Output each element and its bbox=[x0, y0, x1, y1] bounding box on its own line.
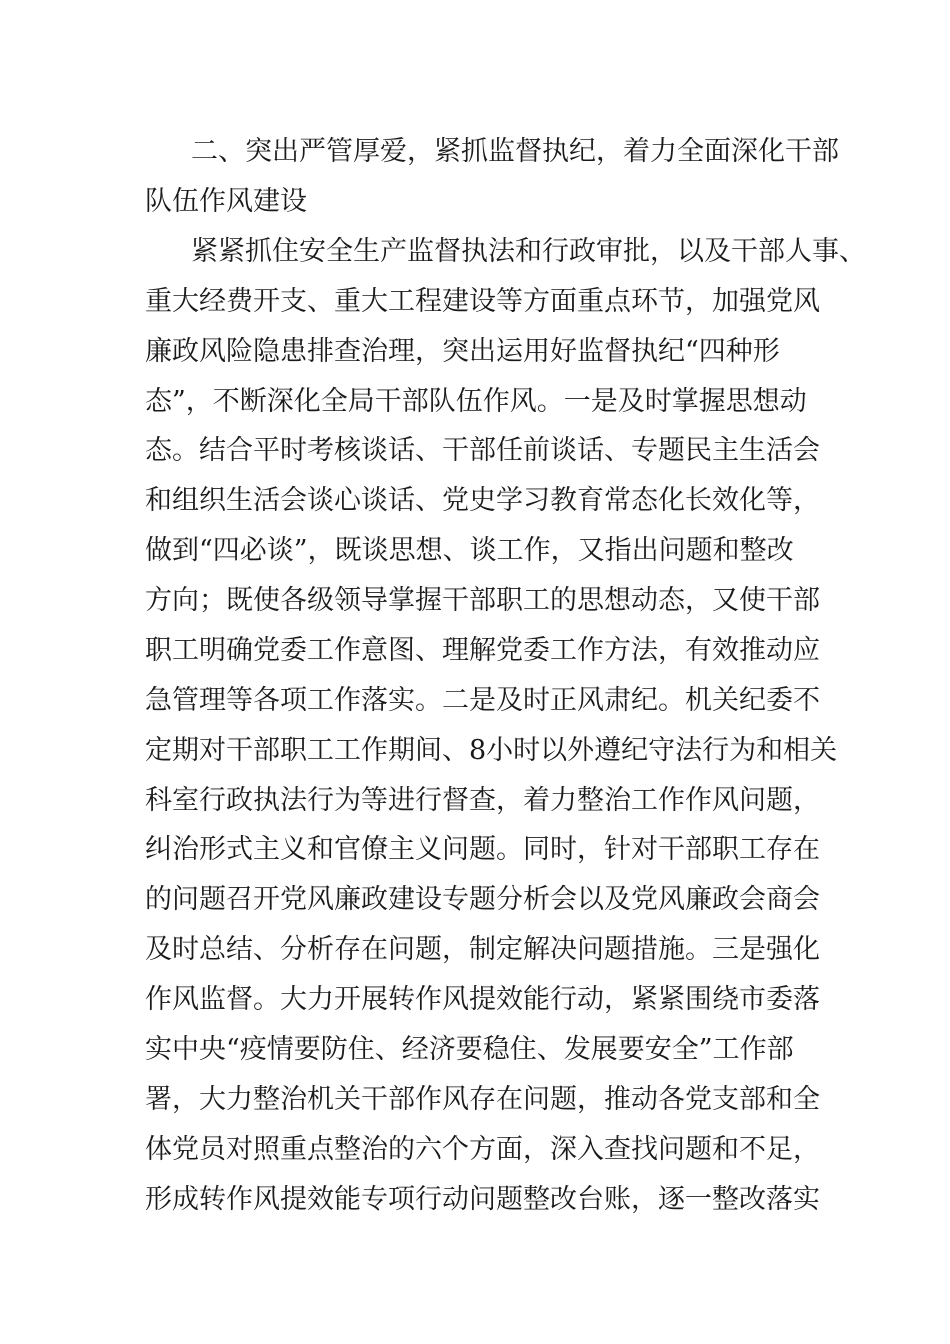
section-heading-line-2: 队伍作风建设 bbox=[145, 186, 307, 217]
paragraph-line: 态。结合平时考核谈话、干部任前谈话、专题民主生活会 bbox=[145, 435, 820, 466]
paragraph-line: 重大经费开支、重大工程建设等方面重点环节，加强党风 bbox=[145, 286, 820, 317]
paragraph-line: 体党员对照重点整治的六个方面，深入查找问题和不足， bbox=[145, 1134, 820, 1165]
paragraph-line: 态”，不断深化全局干部队伍作风。一是及时掌握思想动 bbox=[145, 386, 807, 417]
paragraph-line: 的问题召开党风廉政建设专题分析会以及党风廉政会商会 bbox=[145, 884, 820, 915]
paragraph-line: 纠治形式主义和官僚主义问题。同时，针对干部职工存在 bbox=[145, 834, 820, 865]
paragraph-line: 署，大力整治机关干部作风存在问题，推动各党支部和全 bbox=[145, 1084, 820, 1115]
section-heading-line-1: 二、突出严管厚爱，紧抓监督执纪，着力全面深化干部 bbox=[191, 136, 839, 167]
paragraph-line: 实中央“疫情要防住、经济要稳住、发展要安全”工作部 bbox=[145, 1034, 794, 1065]
paragraph-line: 和组织生活会谈心谈话、党史学习教育常态化长效化等， bbox=[145, 485, 820, 516]
paragraph-line: 科室行政执法行为等进行督查，着力整治工作作风问题， bbox=[145, 785, 820, 816]
paragraph-line: 急管理等各项工作落实。二是及时正风肃纪。机关纪委不 bbox=[145, 685, 820, 716]
paragraph-line: 形成转作风提效能专项行动问题整改台账，逐一整改落实 bbox=[145, 1184, 820, 1215]
paragraph-line: 做到“四必谈”，既谈思想、谈工作，又指出问题和整改 bbox=[145, 535, 794, 566]
paragraph-line: 及时总结、分析存在问题，制定解决问题措施。三是强化 bbox=[145, 934, 820, 965]
paragraph-line: 职工明确党委工作意图、理解党委工作方法，有效推动应 bbox=[145, 635, 820, 666]
paragraph-line: 作风监督。大力开展转作风提效能行动，紧紧围绕市委落 bbox=[145, 984, 820, 1015]
paragraph-line: 方向；既使各级领导掌握干部职工的思想动态，又使干部 bbox=[145, 585, 820, 616]
paragraph-line: 廉政风险隐患排查治理，突出运用好监督执纪“四种形 bbox=[145, 336, 780, 367]
paragraph-line: 紧紧抓住安全生产监督执法和行政审批，以及干部人事、 bbox=[191, 236, 866, 267]
paragraph-line: 定期对干部职工工作期间、8小时以外遵纪守法行为和相关 bbox=[145, 735, 838, 766]
